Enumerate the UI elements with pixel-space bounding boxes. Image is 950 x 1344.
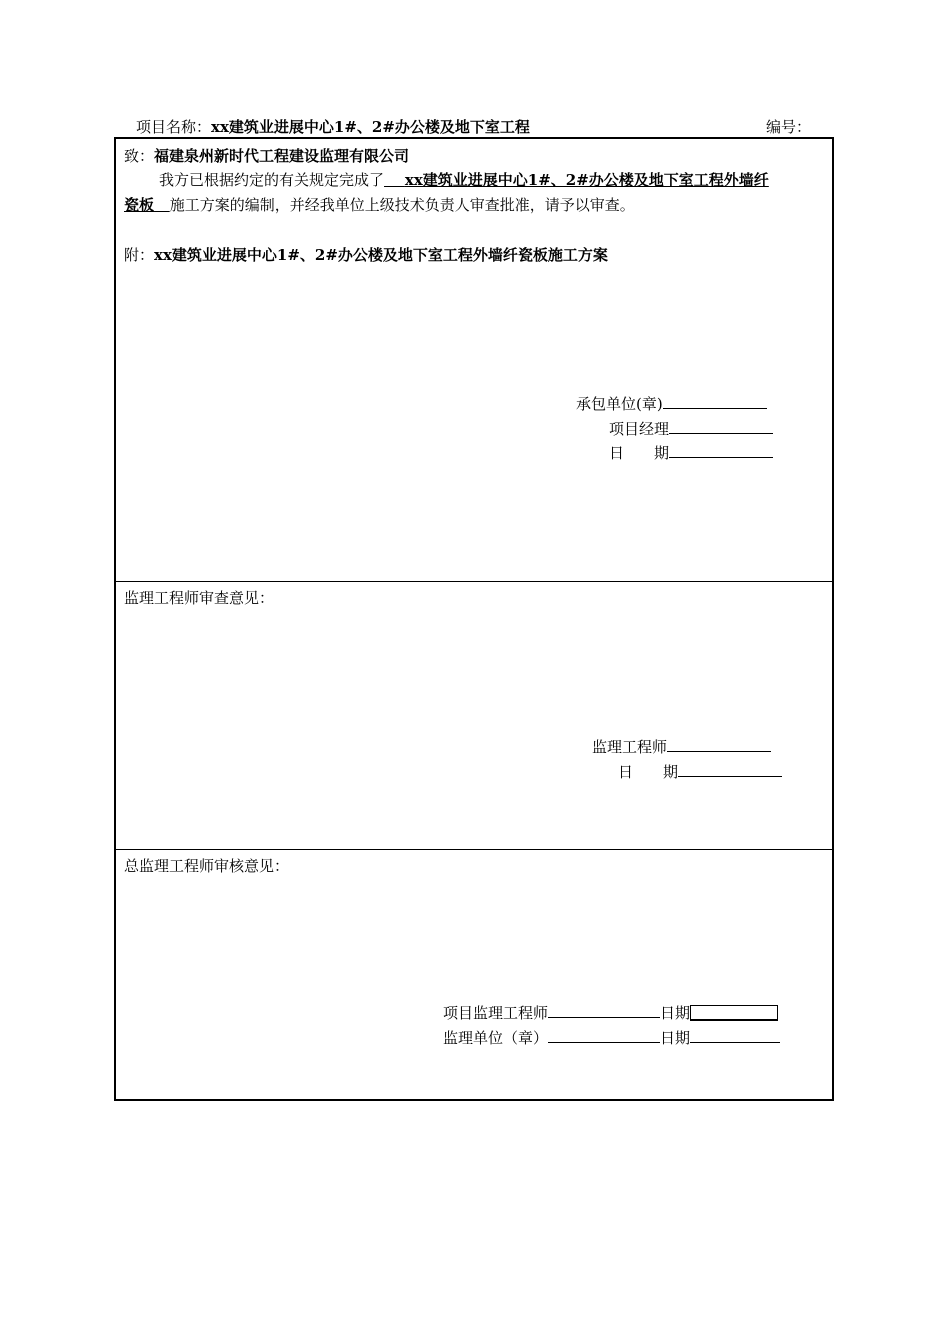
- supervision-unit-date-line[interactable]: [690, 1028, 780, 1043]
- manager-label: 项目经理: [609, 420, 670, 438]
- body-line-1: [159, 169, 769, 190]
- body-prefix: 我方已根据约定的有关规定完成了: [159, 171, 385, 189]
- engineer-date-line[interactable]: [678, 762, 782, 777]
- section-divider-2: [116, 849, 832, 850]
- contractor-signature-row: [576, 393, 767, 414]
- contractor-label: 承包单位(章): [576, 395, 663, 413]
- project-engineer-row: [443, 1002, 778, 1023]
- addressee-label: 致：: [124, 147, 155, 165]
- body-line-2: [124, 194, 635, 215]
- supervision-unit-row: [443, 1027, 780, 1048]
- engineer-review-title: 监理工程师审查意见：: [124, 589, 275, 607]
- document-number-label: 编号：: [766, 118, 812, 136]
- engineer-date-label: 日 期: [618, 763, 679, 781]
- project-name-value: xx建筑业进展中心1#、2#办公楼及地下室工程: [211, 118, 530, 136]
- body-blank-trail: [154, 196, 170, 214]
- addressee-company: 福建泉州新时代工程建设监理有限公司: [154, 147, 410, 165]
- contractor-date-line[interactable]: [669, 443, 773, 458]
- manager-signature-line[interactable]: [669, 419, 773, 434]
- engineer-label: 监理工程师: [592, 738, 668, 756]
- body-blank-lead: [384, 171, 405, 189]
- attachment-label: 附：: [124, 246, 155, 264]
- addressee-row: [124, 145, 409, 166]
- project-name-label: 项目名称：: [136, 118, 212, 136]
- chief-review-title: 总监理工程师审核意见：: [124, 857, 290, 875]
- body-suffix: 施工方案的编制，并经我单位上级技术负责人审查批准，请予以审查。: [169, 196, 635, 214]
- project-engineer-signature-line[interactable]: [548, 1003, 660, 1018]
- project-engineer-date-label: 日期: [660, 1004, 691, 1022]
- section-divider-1: [116, 581, 832, 582]
- scheme-title-part1: xx建筑业进展中心1#、2#办公楼及地下室工程外墙纤: [404, 171, 769, 189]
- engineer-signature-row: [592, 736, 771, 757]
- contractor-date-label: 日 期: [609, 444, 670, 462]
- contractor-date-row: [609, 442, 773, 463]
- project-engineer-date-field[interactable]: [690, 1005, 778, 1021]
- manager-signature-row: [609, 418, 773, 439]
- scheme-title-part2: 瓷板: [124, 196, 155, 214]
- supervision-unit-label: 监理单位（章）: [443, 1029, 549, 1047]
- form-table: [114, 137, 834, 1101]
- attachment-text: xx建筑业进展中心1#、2#办公楼及地下室工程外墙纤瓷板施工方案: [154, 246, 608, 264]
- supervision-unit-signature-line[interactable]: [548, 1028, 660, 1043]
- engineer-signature-line[interactable]: [667, 737, 771, 752]
- supervision-unit-date-label: 日期: [660, 1029, 691, 1047]
- contractor-signature-line[interactable]: [663, 394, 767, 409]
- project-engineer-label: 项目监理工程师: [443, 1004, 549, 1022]
- project-name-row: [136, 116, 530, 137]
- attachment-row: [124, 244, 608, 265]
- engineer-date-row: [618, 761, 782, 782]
